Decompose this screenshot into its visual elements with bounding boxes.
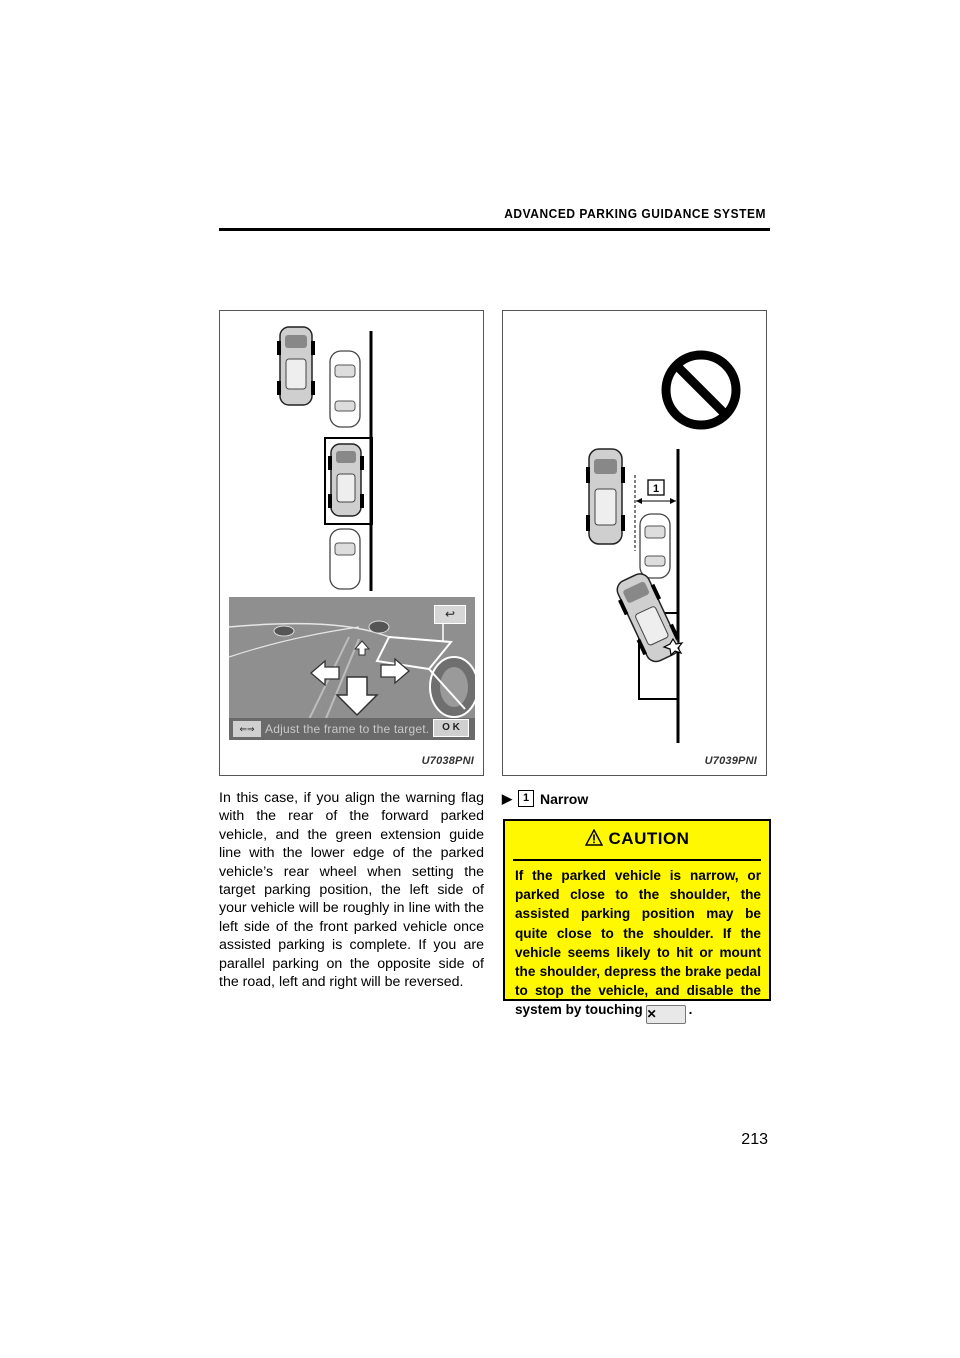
ok-button[interactable]: O K: [433, 719, 469, 737]
figure-code: U7038PNI: [421, 755, 474, 767]
header-title: ADVANCED PARKING GUIDANCE SYSTEM: [504, 206, 766, 221]
camera-screen: [229, 597, 475, 740]
caution-rule: [513, 859, 761, 861]
screen-message: Adjust the frame to the target.: [265, 722, 430, 736]
warning-icon: [585, 829, 603, 846]
car-icon: [330, 351, 360, 427]
body-paragraph: In this case, if you align the warning flag with the rear of the forward parked vehicle, and the green extension guide line with the lower edge of the parked vehicle’s rear wheel when setting the target parking position, the left side of your vehicle will be roughly in line with the left side of the front parked vehicle once assisted parking is complete. If you are parallel parking on the opposite side of the road, left and right will be reversed.: [219, 790, 484, 991]
car-icon: [328, 444, 364, 516]
caution-box: [503, 819, 771, 1022]
caution-text-block: [515, 866, 761, 1024]
close-button-icon: ✕: [646, 1005, 686, 1024]
car-icon: [277, 327, 315, 405]
caution-text: If the parked vehicle is narrow, or parked close to the shoulder, the assisted parking position may be quite close to the shoulder. If the vehicle seems likely to hit or mount the shoulder, depress the brake pedal to stop the vehicle, and disable the system by touching: [515, 868, 761, 1018]
side-switch-button[interactable]: ⇐⇒: [233, 721, 261, 737]
page-number: 213: [741, 1131, 768, 1148]
triangle-marker-icon: ▶: [502, 790, 512, 806]
note-label: Narrow: [540, 790, 589, 807]
car-icon: [330, 529, 360, 589]
figure-right: [502, 310, 767, 776]
note-heading: [502, 790, 588, 807]
callout-label: 1: [652, 483, 660, 495]
arrow-down-icon: [337, 677, 377, 715]
parking-diagram-right: [503, 311, 767, 776]
car-icon: [586, 449, 625, 544]
prohibition-icon: [666, 355, 736, 425]
caution-end: .: [688, 1002, 693, 1018]
figure-code: U7039PNI: [704, 755, 757, 767]
car-icon: [640, 514, 670, 578]
caution-heading: [505, 829, 769, 849]
figure-left: [219, 310, 484, 776]
header-rule: [219, 228, 770, 231]
note-number: 1: [518, 790, 534, 807]
back-button[interactable]: ↩: [434, 605, 466, 624]
caution-title: CAUTION: [608, 829, 690, 848]
